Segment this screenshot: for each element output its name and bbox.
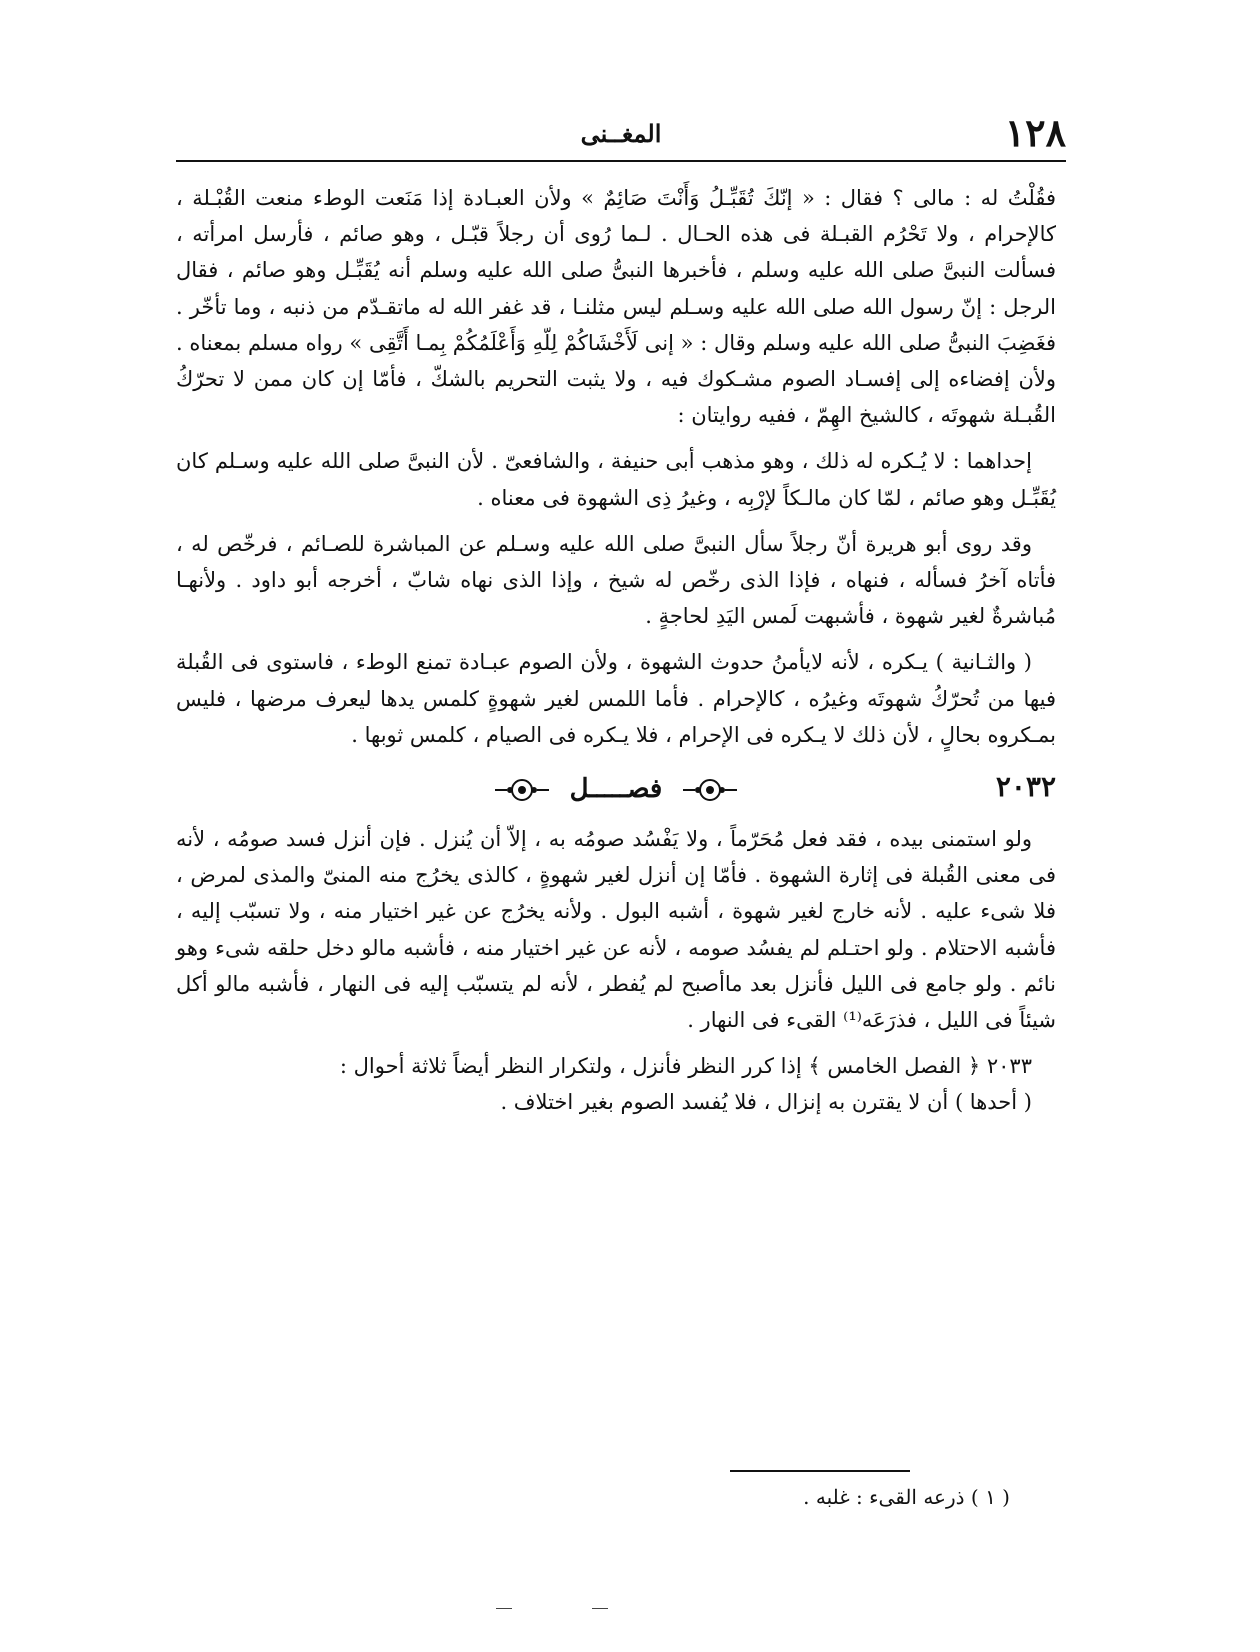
- section-title-wrap: [176, 769, 1056, 809]
- section-number: ٢٠٣٢: [995, 770, 1056, 804]
- section-title: فصـــــل: [569, 774, 663, 805]
- paragraph: ٢٠٣٣ ﴿ الفصل الخامس ﴾ إذا كرر النظر فأنزل ، ولتكرار النظر أيضاً ثلاثة أحوال :: [339, 1054, 1032, 1079]
- paragraph: ولو استمنى بيده ، فقد فعل مُحَرّماً ، ولا يَفْسُد صومُه به ، إلاّ أن يُنزل . فإن أنزل فسد صومُه ، لأنه فى معنى القُبلة فى إثارة الشهوة . فأمّا إن أنزل لغير شهوةٍ ، كالذى يخرُج منه المنىّ والمذى لمرض ، فلا شىء عليه . لأنه خارج لغير شهوة ، أشبه البول . ولأنه يخرُج عن غير اختيار منه ، ولا تسبّب إليه ، فأشبه الاحتلام . ولو احتـلم لم يفسُد صومه ، لأنه عن غير اختيار منه ، فأشبه مالو دخل حلقه شىء وهو نائم . ولو جامع فى الليل فأنزل بعد ماأصبح لم يُفطر ، لأنه لم يتسبّب إليه فى النهار ، فأشبه مالو أكل شيئاً فى الليل ، فذرَعَه⁽¹⁾ القىء فى النهار .: [176, 827, 1056, 1033]
- ornament-icon: [493, 777, 551, 803]
- page-number: ١٢٨: [1004, 110, 1066, 155]
- header-rule: [176, 160, 1066, 162]
- main-text: [176, 180, 1056, 1121]
- footnote: ( ١ ) ذرعه القىء : غلبه .: [803, 1485, 1010, 1509]
- running-title: المغــنى: [580, 119, 662, 148]
- paragraph: ( والثـانية ) يـكره ، لأنه لايأمنُ حدوث الشهوة ، ولأن الصوم عبـادة تمنع الوطء ، فاستوى فى القُبلة فيها من تُحرّكُ شهوتَه وغيرُه ، كالإحرام . فأما اللمس لغير شهوةٍ كلمس يدها ليعرف مرضها ، فليس بمـكروه بحالٍ ، لأن ذلك لا يـكره فى الإحرام ، فلا يـكره فى الصيام ، كلمس ثوبها .: [176, 650, 1056, 747]
- crop-mark: [496, 1608, 512, 1609]
- page-header: [176, 110, 1066, 156]
- crop-mark: [592, 1608, 608, 1609]
- paragraph: إحداهما : لا يُـكره له ذلك ، وهو مذهب أبى حنيفة ، والشافعىّ . لأن النبىَّ صلى الله عليه وسـلم كان يُقَبِّـل وهو صائم ، لمّا كان مالـكاً لإرْبِه ، وغيرُ ذِى الشهوة فى معناه .: [176, 449, 1056, 510]
- footnote-rule: [730, 1470, 910, 1472]
- paragraph: ( أحدها ) أن لا يقترن به إنزال ، فلا يُفسد الصوم بغير اختلاف .: [500, 1090, 1032, 1115]
- section-heading: [176, 765, 1056, 815]
- ornament-icon: [681, 777, 739, 803]
- paragraph: وقد روى أبو هريرة أنّ رجلاً سأل النبىَّ صلى الله عليه وسـلم عن المباشرة للصـائم ، فرخّص له ، فأتاه آخرُ فسأله ، فنهاه ، فإذا الذى رخّص له شيخ ، وإذا الذى نهاه شابّ ، أخرجه أبو داود . ولأنهـا مُباشرةٌ لغير شهوة ، فأشبهت لَمس اليَدِ لحاجةٍ .: [176, 531, 1057, 629]
- paragraph: فقُلْتُ له : مالى ؟ فقال : « إنّكَ تُقَبِّـلُ وَأَنْتَ صَائِمٌ » ولأن العبـادة إذا مَنَعت الوطء منعت القُبْـلة ، كالإحرام ، ولا تَحْرُم القبـلة فى هذه الحـال . لـما رُوى أن رجلاً قبّـل ، وهو صائم ، فأرسل امرأته ، فسألت النبىَّ صلى الله عليه وسلم ، فأخبرها النبىُّ صلى الله عليه وسلم أنه يُقَبِّـل وهو صائم ، فقال الرجل : إنّ رسول الله صلى الله عليه وسـلم ليس مثلنـا ، قد غفر الله له ماتقـدّم من ذنبه ، وما تأخّر . فغَضِبَ النبىُّ صلى الله عليه وسلم وقال : « إنى لَأَخْشَاكُمْ لِلّهِ وَأَعْلَمُكُمْ بِمـا أَتَّقِى » رواه مسلم بمعناه . ولأن إفضاءه إلى إفسـاد الصوم مشـكوك فيه ، ولا يثبت التحريم بالشكّ ، فأمّا إن كان ممن لا تحرّكُ القُبـلة شهوتَه ، كالشيخ الهِمّ ، ففيه روايتان :: [176, 186, 1056, 428]
